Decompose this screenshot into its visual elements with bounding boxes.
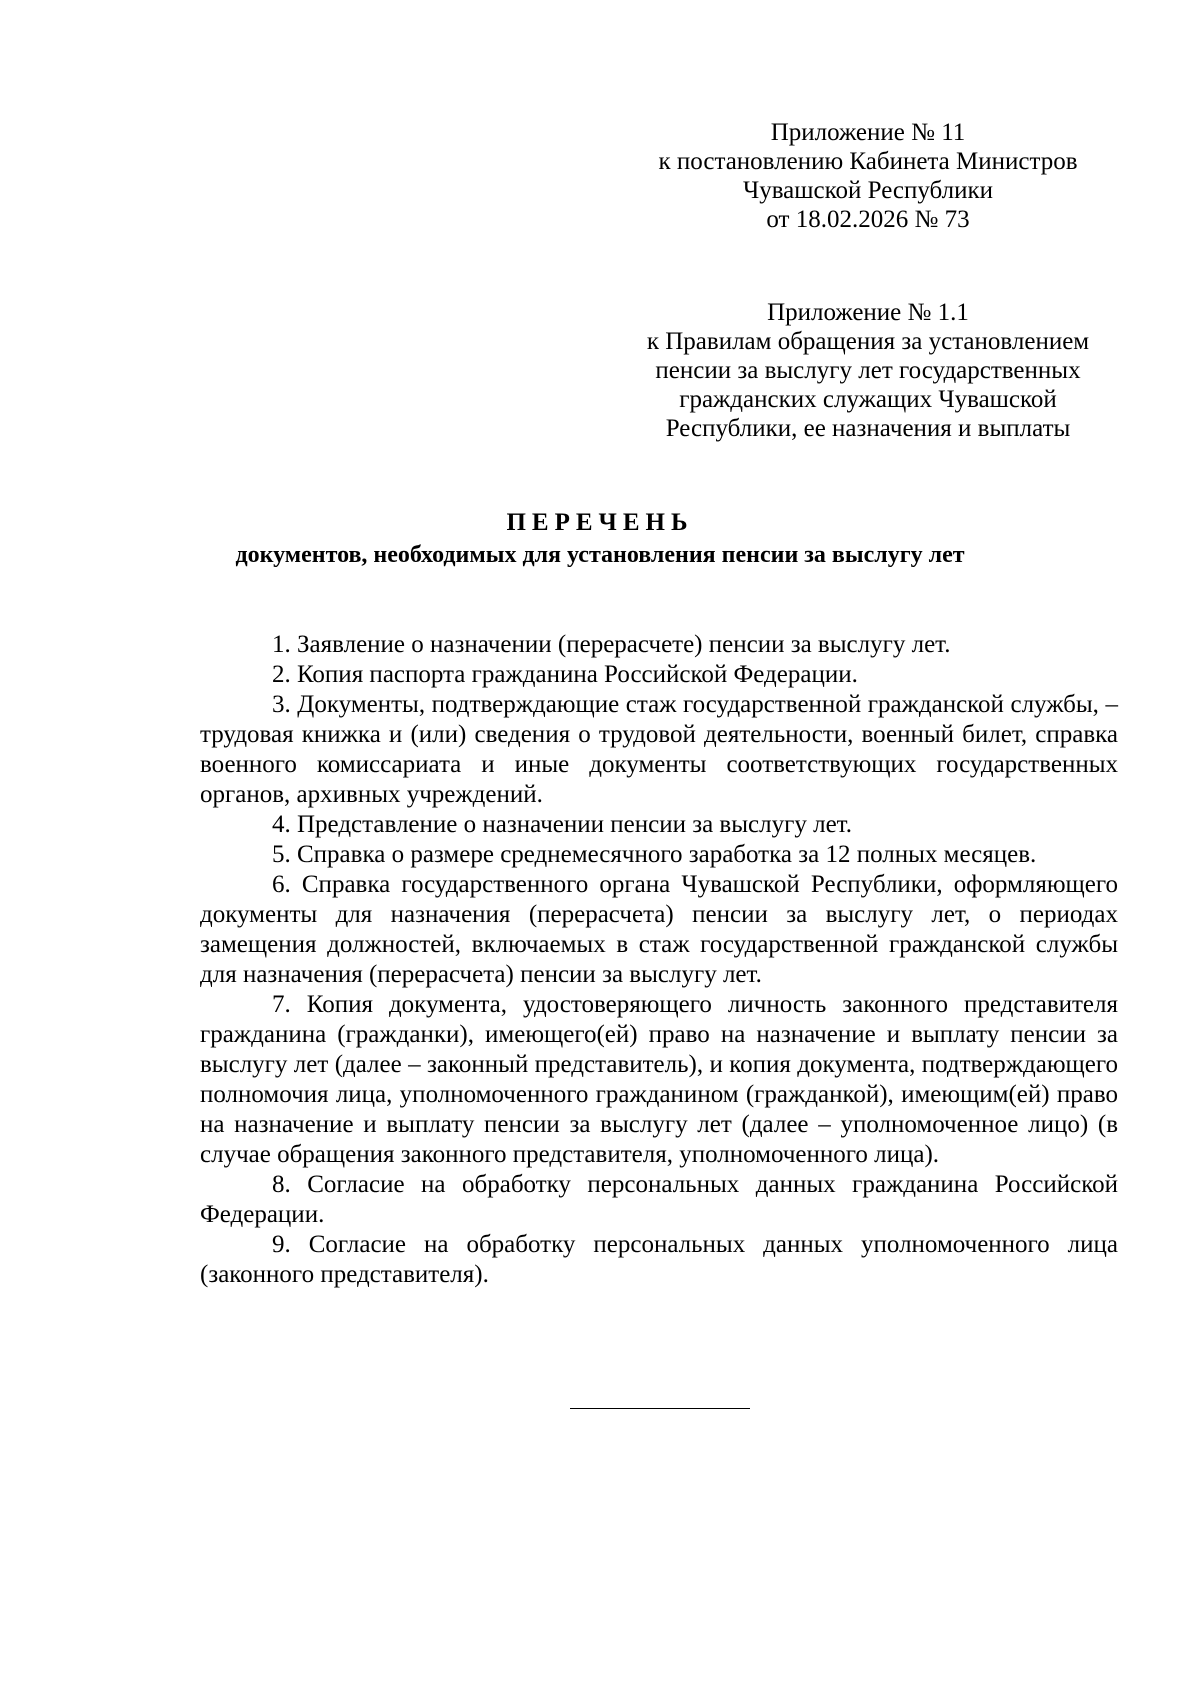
appendix-1-1-line: гражданских служащих Чувашской bbox=[679, 386, 1057, 413]
appendix-1-1-line: пенсии за выслугу лет государственных bbox=[655, 357, 1081, 384]
appendix-11-line: Чувашской Республики bbox=[742, 177, 994, 204]
list-item: 4. Представление о назначении пенсии за выслугу лет. bbox=[272, 811, 852, 838]
appendix-1-1-line: Республики, ее назначения и выплаты bbox=[665, 415, 1071, 442]
list-item: 7. Копия документа, удостоверяющего личность законного представителя гражданина (гражданки), имеющего(ей) право на назначение и выплату пенсии за выслугу лет (далее – законный представитель), и копия документа, подтверждающего полномочия лица, уполномоченного гражданином (гражданкой), имеющим(ей) право на назначение и выплату пенсии за выслугу лет (далее – уполномоченное лицо) (в случае обращения законного представителя, уполномоченного лица). bbox=[200, 991, 1118, 1168]
appendix-1-1-line: к Правилам обращения за установлением bbox=[646, 328, 1090, 355]
document-subtitle: документов, необходимых для установления пенсии за выслугу лет bbox=[235, 542, 965, 568]
appendix-11-line: от 18.02.2026 № 73 bbox=[766, 206, 970, 233]
list-item: 5. Справка о размере среднемесячного заработка за 12 полных месяцев. bbox=[272, 841, 1037, 868]
list-item: 1. Заявление о назначении (перерасчете) пенсии за выслугу лет. bbox=[272, 631, 951, 658]
appendix-11-header bbox=[638, 118, 1098, 234]
appendix-11-line: Приложение № 11 bbox=[770, 119, 966, 146]
appendix-11-line: к постановлению Кабинета Министров bbox=[658, 148, 1078, 175]
list-item: 3. Документы, подтверждающие стаж государственной гражданской службы, – трудовая книжка и (или) сведения о трудовой деятельности, военный билет, справка военного комиссариата и иные документы соответствующих государственных органов, архивных учреждений. bbox=[200, 691, 1118, 808]
list-item: 2. Копия паспорта гражданина Российской Федерации. bbox=[272, 661, 858, 688]
list-item: 6. Справка государственного органа Чувашской Республики, оформляющего документы для назначения (перерасчета) пенсии за выслугу лет, о периодах замещения должностей, включаемых в стаж государственной гражданской службы для назначения (перерасчета) пенсии за выслугу лет. bbox=[200, 871, 1118, 988]
document-title: ПЕРЕЧЕНЬ bbox=[506, 509, 694, 536]
closing-divider bbox=[570, 1408, 750, 1409]
appendix-1-1-line: Приложение № 1.1 bbox=[767, 299, 969, 326]
list-item: 8. Согласие на обработку персональных данных гражданина Российской Федерации. bbox=[200, 1171, 1118, 1228]
appendix-1-1-header bbox=[628, 298, 1108, 443]
list-item: 9. Согласие на обработку персональных данных уполномоченного лица (законного представителя). bbox=[200, 1231, 1118, 1288]
documents-list bbox=[200, 630, 1118, 1290]
